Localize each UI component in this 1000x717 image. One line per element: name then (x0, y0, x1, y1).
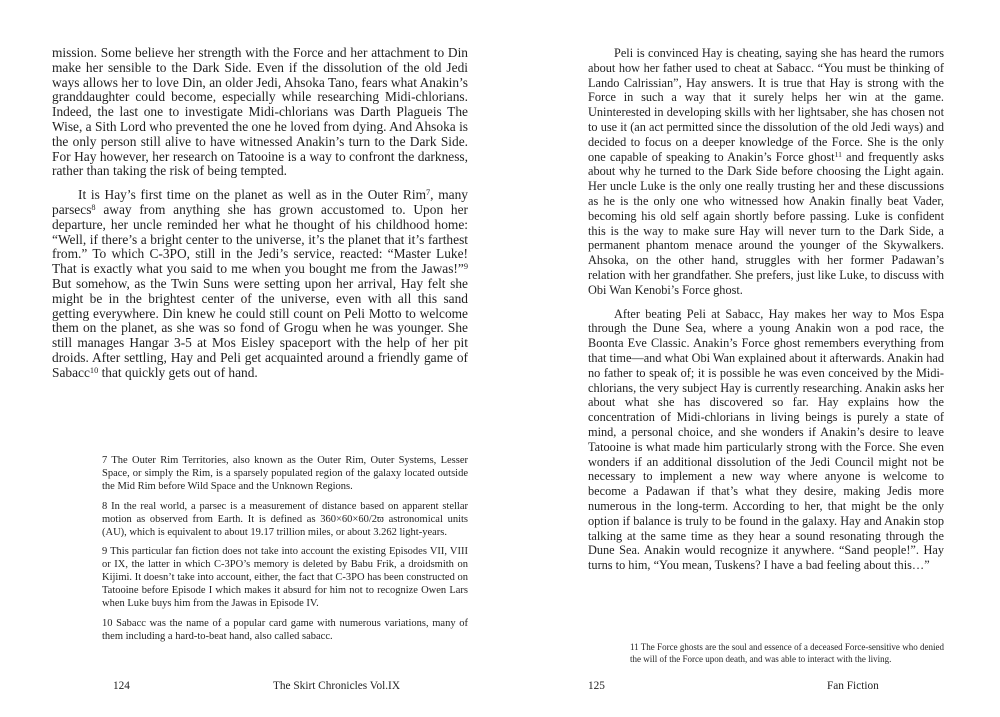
right-running-footer: Fan Fiction (827, 680, 879, 692)
footnote-11: 11 The Force ghosts are the soul and essence of a deceased Force-sensitive who denied the will of the Force upon death, and was able to interact with the living. (630, 642, 944, 664)
left-page-body-text (52, 46, 468, 381)
right-paragraph-1: Peli is convinced Hay is cheating, saying she has heard the rumors about how her father used to cheat at Sabacc. “You must be thinking of Lando Calrissian”, Hay answers. It is true that Hay is strong with the Force in such a way that it surely helps her win at the game. Uninterested in developing skills with her lightsaber, she has chosen not to use it (an act permitted since the dissolution of the old Jedi ways) and decided to focus on a deeper knowledge of the Force. She is the only one capable of speaking to Anakin’s Force ghost$^{11}$ and frequently asks about why he turned to the Dark Side before choosing the Light again. Her uncle Luke is the only one really trusting her and these discussions as he is the only one who witnessed how Anakin finally beat Vader, becoming his old self again shortly before passing. Luke is confident this is the way to make sure Hay will never turn to the Dark Side, a permanent phantom menace around the younger of the Skywalkers. Ahsoka, on the other hand, struggles with her former Padawan’s relation with her grandfather. She prefers, just like Luke, to discuss with Obi Wan Kenobi’s Force ghost. (588, 46, 945, 297)
right-page-footnotes (630, 642, 944, 665)
left-paragraph-1: mission. Some believe her strength with the Force and her attachment to Din make her sensible to the Dark Side. Even if the dissolution of the old Jedi ways allows her to love Din, an older Jedi, Ahsoka Tano, fears what Anakin’s granddaughter could become, especially while researching Midi-chlorians. Indeed, the last one to investigate Midi-chlorians was Darth Plagueis The Wise, a Sith Lord who prevented the one he loved from dying. And Ahsoka is the only person still alive to have witnessed Anakin’s turn to the Dark Side. For Hay however, her research on Tatooine is a way to confront the darkness, rather than taking the risk of being tempted. (52, 45, 468, 179)
footnote-10: 10 Sabacc was the name of a popular card game with numerous variations, many of them including a hard-to-beat hand, also called sabacc. (102, 617, 468, 642)
footnote-7: 7 The Outer Rim Territories, also known as the Outer Rim, Outer Systems, Lesser Space, or simply the Rim, is a sparsely populated region of the galaxy located outside the Mid Rim before Wild Space and the Unknown Regions. (102, 455, 468, 492)
footnote-9: 9 This particular fan fiction does not take into account the existing Episodes VII, VIII or IX, the latter in which C-3PO’s memory is deleted by Babu Frik, a droidsmith on Kijimi. It doesn’t take into account, either, the fact that C-3PO has been constructed on Tatooine before Episode I which makes it absurd for him not to recognize Owen Lars when Luke buys him from the Jawas in Episode IV. (102, 546, 468, 610)
left-page-footnotes (102, 455, 468, 644)
right-paragraph-2: After beating Peli at Sabacc, Hay makes her way to Mos Espa through the Dune Sea, where a young Anakin won a pod race, the Boonta Eve Classic. Anakin’s Force ghost remembers everything from that time—and what Obi Wan explained about it afterwards. Anakin had no father to speak of; it is possible he was even conceived by the Midi-chlorians, the very subject Hay is currently researching. Anakin asks her about what she has discovered so far. Hay explains how the concentration of Midi-chlorians in living beings is purely a state of mind, a personal choice, and she wonders if Anakin’s desire to leave Tatooine is what made him particularly strong with the Force. She even wonders if an additional dissolution of the Jedi Council might not be necessary to implement a new way where anyone is welcome to become a Padawan if that’s what they desire, making Jedis more numerous in the long-term. According to her, that might be the only option if balance is truly to be found in the galaxy. Hay and Anakin stop talking at the same time as they hear a sound resonating through the Dune Sea. Anakin would recognize it anywhere. “Sand people!”. Hay turns to him, “You mean, Tuskens? I have a bad feeling about this…” (588, 306, 944, 573)
footnote-8: 8 In the real world, a parsec is a measurement of distance based on apparent stellar motion as observed from Earth. It is defined as 360×60×60/2ϖ astronomical units (AU), which is equivalent to about 19.17 trillion miles, or about 3.262 light-years. (102, 500, 468, 538)
right-page-body-text (588, 46, 944, 573)
left-paragraph-2: It is Hay’s first time on the planet as well as in the Outer Rim$^7$, many parsecs$^8$ away from anything she has grown accustomed to. Upon her departure, her uncle reminded her what he thought of his childhood home: “Well, if there’s a bright center to the universe, it’s the planet that it’s farthest from.” To which C-3PO, still in the Jedi’s service, reacted: “Master Luke! That is exactly what you said to me when you bought me from the Jawas!”$^9$ But somehow, as the Twin Suns were setting upon her arrival, Hay felt she might be in the brightest center of the universe, even with all this sand getting everywhere. Din knew he could still count on Peli Motto to welcome them on the planet, as she was so fond of Grogu when he was younger. She still manages Hangar 3-5 at Mos Eisley spaceport with the help of her pit droids. After settling, Hay and Peli get acquainted around a friendly game of Sabacc$^{10}$ that quickly gets out of hand. (52, 187, 468, 380)
left-running-footer: The Skirt Chronicles Vol.IX (273, 680, 400, 692)
left-page-number: 124 (113, 680, 130, 692)
right-page-number: 125 (588, 680, 605, 692)
